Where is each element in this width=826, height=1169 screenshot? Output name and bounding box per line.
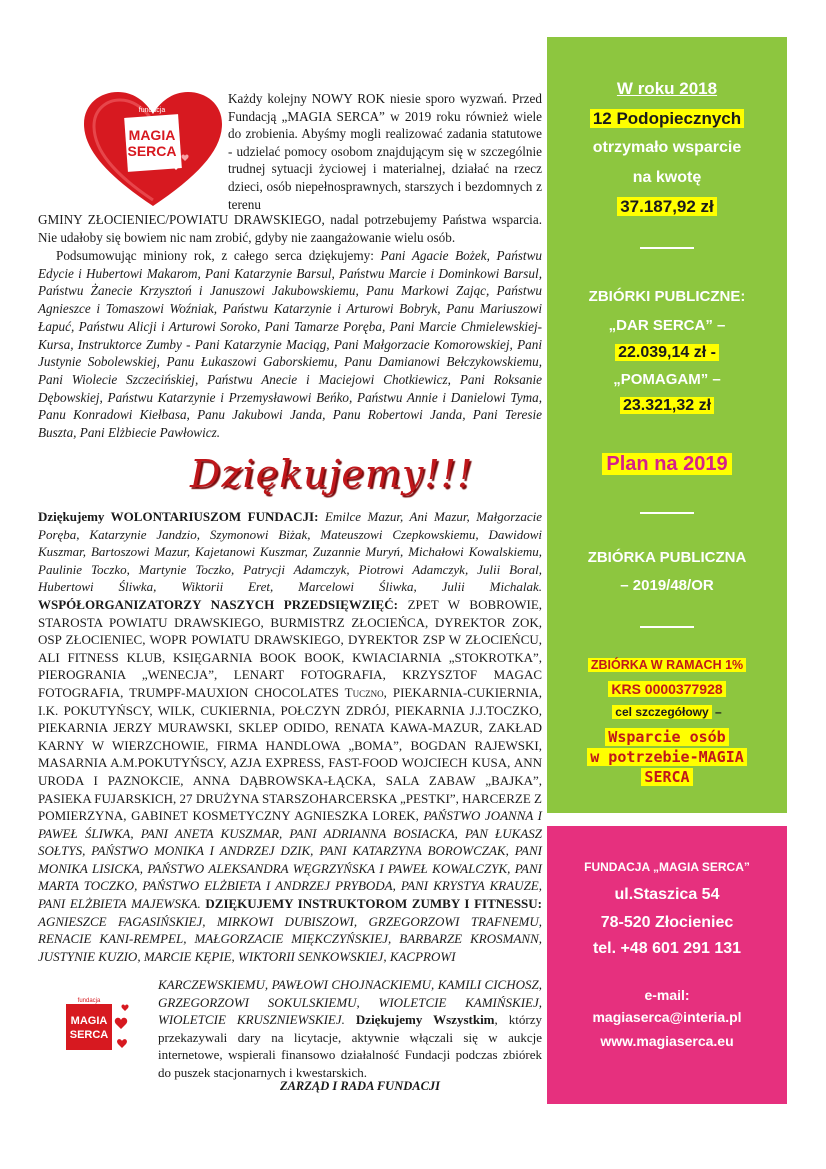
collection-2019-number: – 2019/48/OR <box>620 577 714 594</box>
thanks-paragraph <box>38 247 542 442</box>
signature: ZARZĄD I RADA FUNDACJI <box>279 1079 441 1093</box>
collection-2019-title: ZBIÓRKA PUBLICZNA <box>587 549 747 566</box>
goal-label-line <box>547 705 787 719</box>
wards-line <box>547 109 787 129</box>
coorganizers-italic-names: PAŃSTWO JOANNA I PAWEŁ ŚLIWKA, PANI ANETA KUSZMAR, PANI ADRIANNA BOSIACKA, PAN ŁUKASZ SOŁTYS, PAŃSTWO MONIKA I ANDRZEJ DZIK, PANI KATARZYNA BOROWCZAK, PANI MONIKA LISICKA, PAŃSTWO ALEKSANDRA WĘGRZYŃSKA I PAWEŁ KOWALCZYK, PANI MARTA TOCZKO, PAŃSTWO ELŻBIETA I ANDRZEJ PRYBODA, PANI KRYSTYA KRAUZE, PANI ELŻBIETA MAJEWSKA. <box>38 808 542 912</box>
final-lead: Dziękujemy Wszystkim <box>355 1012 495 1028</box>
krs-number: KRS 0000377928 <box>608 681 725 697</box>
acknowledgements-block <box>38 508 542 965</box>
goal-line1: Wsparcie osób <box>605 728 728 746</box>
magia-serca-small-logo <box>58 994 134 1062</box>
goal-label: cel szczegółowy <box>612 705 711 719</box>
volunteers-lead: Dziękujemy WOLONTARIUSZOM FUNDACJI: <box>38 509 319 524</box>
collections-title: ZBIÓRKI PUBLICZNE: <box>588 288 746 305</box>
coorganizers-names: ZPET W BOBROWIE, STAROSTA POWIATU DRAWSKIEGO, BURMISTRZ ZŁOCIEŃCA, DYREKTOR ZOK, OSP ZŁOCIENIEC, WOPR POWIATU DRAWSKIEGO, DYREKTOR ZSP W ZŁOCIEŃCU, ALI FITNESS KLUB, KSIĘGARNIA BOOK BOOK, KWIACIARNIA „STOKROTKA”, PIEROGRANIA „WENECJA”, LENART FOTOGRAFIA, KRZYSZTOF MAGAC FOTOGRAFIA, TRUMPF-MAUXION CHOCOLATES Tuczno, PIEKARNIA-CUKIERNIA, I.K. POKUTYŃSCY, WILK, CUKIERNIA, POŁCZYN ZDRÓJ, PIEKARNIA J.J.TOCZKO, PIEKARNIA JERZY MURAWSKI, SKLEP ODIDO, RENATA KAWA-MAZUR, ZAKŁAD KARNY W WIERZCHOWIE, FIRMA HANDLOWA „BOMA”, BOGDAN RAJEWSKI, MASARNIA A.M.POKUTYŃSCY, AZJA EXPRESS, FAST-FOOD WOJCIECH KUSA, ANN URODA I PAZNOKCIE, ANNA DĄBROWSKA-ŁĄCKA, SALA ZABAW „BAJKA”, PASIEKA FUJARSKICH, 27 DRUŻYNA STARSZOHARCERSKA „PESTKI”, HARCERZE Z POMIERZYNA, GABINET KOSMETYCZNY AGNIESZKA LOREK, <box>38 596 543 824</box>
divider <box>640 247 694 249</box>
small-logo-line1: MAGIA <box>70 1015 108 1027</box>
dar-serca-label: „DAR SERCA” – <box>608 317 726 334</box>
amount-label: na kwotę <box>632 169 702 186</box>
logo-small-label: fundacja <box>138 107 166 114</box>
thanks-names: Pani Agacie Bożek, Państwu Edycie i Hubertowi Makarom, Pani Katarzynie Barsul, Państwu Marcie i Dominkowi Barsul, Państwu Żanecie Krzysztoń i Januszowi Jakubowskiemu, Panu Markowi Zając, Państwu Agnieszce i Tomaszowi Woźniak, Państwu Katarzynie i Arturowi Bobryk, Panu Mariuszowi Łapuć, Państwu Alicji i Arturowi Soroko, Pani Tamarze Poręba, Pani Marcie Chmielewskiej-Kursa, Instruktorce Zumby - Pani Katarzynie Maciąg, Pani Małgorzacie Komorowskiej, Pani Justynie Sobolewskiej, Panu Łukaszowi Gaborskiemu, Panu Damianowi Bełczykowskiemu, Pani Wiolecie Szczecińskiej, Państwu Anecie i Maciejowi Chotkiewicz, Pani Roksanie Dębowskiej, Państwu Katarzynie i Przemysławowi Beńko, Państwu Annie i Danielowi Tyma, Panu Konradowi Kiełbasa, Panu Jakubowi Janda, Panu Robertowi Janda, Pani Teresie Buszta, Pani Elżbiecie Pawłowicz. <box>38 248 542 441</box>
intro-paragraph: Każdy kolejny NOWY ROK niesie sporo wyzwań. Przed Fundacją „MAGIA SERCA” w 2019 roku również wiele do zrobienia. Abyśmy mogli realizować zadania statutowe - udzielać pomocy osobom znajdującym się w szczególnie trudnej sytuacji życiowej i materialnej, działać na rzecz dzieci, osób niepełnosprawnych, starszych i bezdomnych z terenu <box>228 91 542 212</box>
zumba-names: AGNIESZCE FAGASIŃSKIEJ, MIRKOWI DUBISZOWI, GRZEGORZOWI TRAFNEMU, RENACIE KANI-REMPEL, MAŁGORZACIE MIĘKCZYŃSKIEJ, BARBARZE KROSMANN, JUSTYNIE KUZIO, MARCIE KĘPIE, WIKTORII SENKOWSKIEJ, KACPROWI <box>38 913 542 964</box>
volunteers-names: Emilce Mazur, Ani Mazur, Małgorzacie Poręba, Katarzynie Jandzio, Szymonowi Biżak, Mateuszowi Czepkowskiemu, Dawidowi Kuszmar, Bartoszowi Mazur, Kajetanowi Kuszmar, Zuzannie Muryń, Michałowi Kowalskiemu, Paulinie Toczko, Martynie Toczko, Patrycji Adamczyk, Piotrowi Adamczyk, Julii Boral, Hubertowi Śliwka, Wiktorii Eret, Marcelowi Śliwka, Julii Michalak. <box>38 509 542 595</box>
summary-green-box <box>547 37 787 813</box>
final-paragraph <box>158 976 542 1082</box>
divider <box>640 626 694 628</box>
goal-dash: – <box>715 705 722 719</box>
received-line: otrzymało wsparcie <box>592 139 742 156</box>
small-logo-icon <box>58 994 134 1062</box>
final-text: , którzy przekazywali dary na licytacje, aktywnie włączali się w aukcje internetowe, wspierali finansowo działalność Fundacji podczas zbiórek do puszek stacjonarnych i kwestarskich. <box>158 1012 542 1080</box>
intro-continuation: GMINY ZŁOCIENIEC/POWIATU DRAWSKIEGO, nadal potrzebujemy Państwa wsparcia. Nie udałoby się bowiem nic nam zrobić, gdyby nie zaangażowanie wielu osób. <box>38 212 542 245</box>
logo-line2: SERCA <box>127 143 177 159</box>
dziekujemy-heading: Dziękujemy!!! <box>190 452 474 496</box>
contact-pink-box <box>547 826 787 1104</box>
thanks-lead: Podsumowując miniony rok, z całego serca dziękujemy: <box>56 248 374 263</box>
divider <box>640 512 694 514</box>
zumba-names-end: KARCZEWSKIEMU, PAWŁOWI CHOJNACKIEMU, KAMILI CICHOSZ, GRZEGORZOWI SOKULSKIEMU, WIOLETCIE KAMIŃSKIEJ, WIOLETCIE KRUSZNIEWSKIEJ. <box>158 977 542 1028</box>
email-label: e-mail: <box>644 987 690 1003</box>
zumba-lead: DZIĘKUJEMY INSTRUKTOROM ZUMBY I FITNESSU: <box>205 896 543 912</box>
year-label: W roku 2018 <box>616 79 718 98</box>
small-logo-line2: SERCA <box>69 1029 109 1041</box>
goal-text <box>547 727 787 787</box>
coorganizers-lead: WSPÓŁORGANIZATORZY NASZYCH PRZEDSIĘWZIĘĆ: <box>38 596 398 612</box>
street-address: ul.Staszica 54 <box>614 886 720 903</box>
dar-serca-amount: 22.039,14 zł - <box>615 344 719 361</box>
one-percent-label: ZBIÓRKA W RAMACH 1% <box>588 658 746 672</box>
total-amount: 37.187,92 zł <box>617 197 717 216</box>
pomagam-amount: 23.321,32 zł <box>620 397 714 414</box>
amount-line <box>547 197 787 217</box>
goal-line3: SERCA <box>641 768 692 786</box>
krs-line <box>547 681 787 697</box>
goal-line2: w potrzebie-MAGIA <box>587 748 747 766</box>
logo-line1: MAGIA <box>128 127 176 143</box>
city-address: 78-520 Złocieniec <box>600 914 734 931</box>
website-link[interactable]: www.magiaserca.eu <box>600 1033 734 1049</box>
plan-line <box>547 453 787 476</box>
pomagam-label: „POMAGAM” – <box>613 371 721 388</box>
heart-logo-icon <box>78 88 228 210</box>
magia-serca-logo <box>78 88 228 210</box>
plan-2019: Plan na 2019 <box>602 453 731 475</box>
one-percent-line <box>547 658 787 672</box>
phone-number: tel. +48 601 291 131 <box>592 940 742 957</box>
wards-count: 12 Podopiecznych <box>590 109 744 128</box>
pomagam-line <box>547 397 787 415</box>
small-logo-label: fundacja <box>77 998 101 1004</box>
dar-serca-line <box>547 344 787 362</box>
foundation-name: FUNDACJA „MAGIA SERCA” <box>584 860 750 874</box>
email-link[interactable]: magiaserca@interia.pl <box>592 1009 742 1025</box>
